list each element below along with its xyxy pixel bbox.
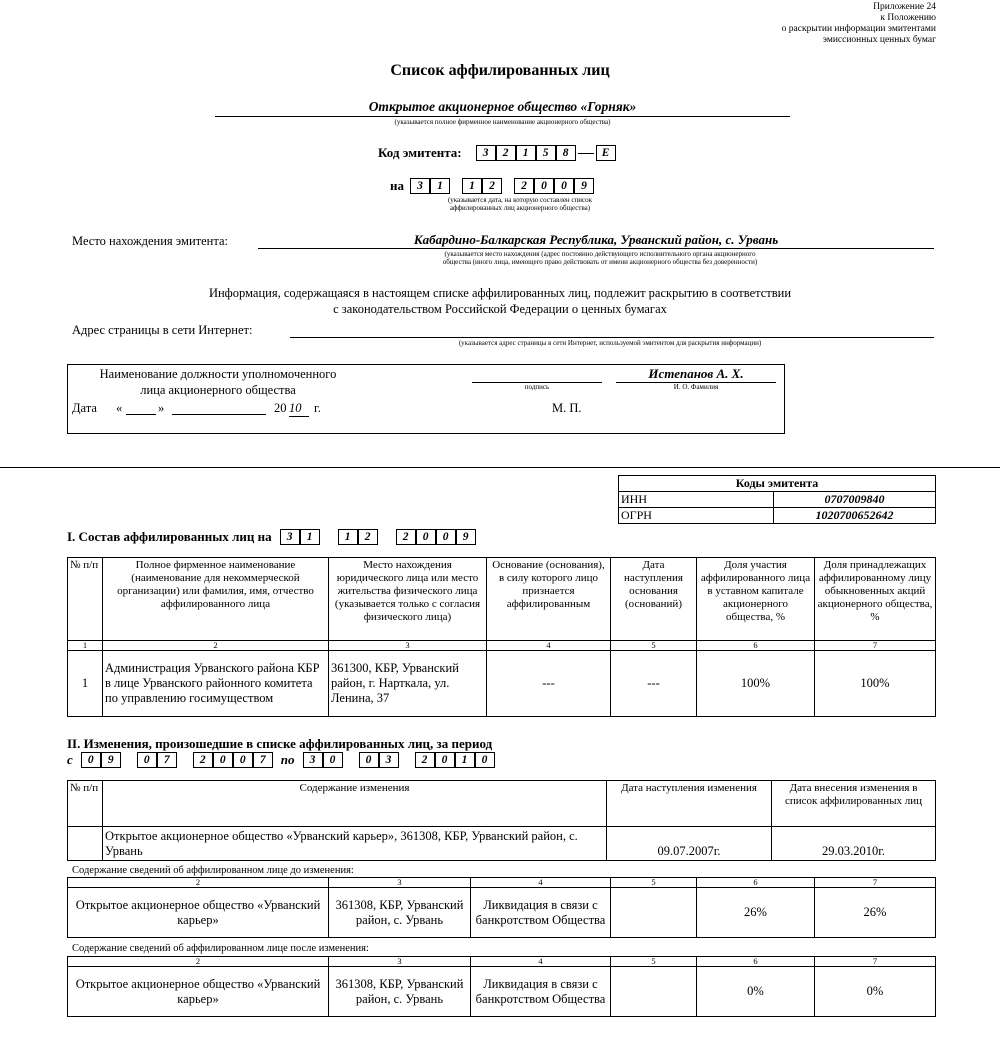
after-table	[67, 956, 936, 1017]
date-hint	[400, 196, 640, 212]
signer-name: Истепанов А. Х.	[616, 366, 776, 383]
code-box: 1	[516, 145, 536, 161]
disclosure-line: с законодательством Российской Федерации о ценных бумагах	[333, 302, 667, 316]
list-date	[390, 178, 594, 194]
date-box: 2	[415, 752, 435, 768]
date-month-field	[172, 401, 266, 415]
col-number: 4	[487, 641, 611, 651]
col-header: Основание (основания), в силу которого лицо признается аффилированным	[487, 558, 611, 641]
col-number: 4	[471, 957, 611, 967]
col-number: 7	[815, 641, 936, 651]
col-header: Доля принадлежащих аффилированному лицу обыкновенных акций акционерного общества, %	[815, 558, 936, 641]
col-number: 5	[611, 957, 697, 967]
changes-table	[67, 780, 936, 861]
cell-share-stock: 26%	[815, 888, 936, 938]
code-value: 0707009840	[774, 492, 936, 508]
date-year-prefix: 20	[274, 401, 287, 415]
col-number: 2	[68, 957, 329, 967]
web-hint: (указывается адрес страницы в сети Интернет, используемой эмитентом для раскрытия информации)	[458, 339, 762, 347]
cell-share-stock: 0%	[815, 967, 936, 1017]
col-header: № п/п	[68, 558, 103, 641]
date-quote-close: »	[158, 401, 165, 415]
cell-basis: Ликвидация в связи с банкротством Общества	[471, 967, 611, 1017]
code-box: 5	[536, 145, 556, 161]
code-dash	[578, 153, 594, 154]
col-header: Место нахождения юридического лица или место жительства физического лица (указывается только с согласия физического лица)	[329, 558, 487, 641]
cell-date	[611, 967, 697, 1017]
date-box: 0	[81, 752, 101, 768]
code-label: ИНН	[619, 492, 774, 508]
cell-share-capital: 26%	[697, 888, 815, 938]
date-quote-open: «	[116, 401, 123, 415]
date-hint-line: (указывается дата, на которую составлен список	[447, 196, 593, 204]
location-hint-line: общества (иного лица, имеющего право действовать от имени акционерного общества без доверенности)	[442, 258, 758, 266]
date-box: 9	[456, 529, 476, 545]
date-day-field	[126, 401, 156, 415]
date-box: 0	[554, 178, 574, 194]
col-number: 2	[68, 878, 329, 888]
appendix-line: о раскрытии информации эмитентами	[781, 24, 936, 34]
cell-change-content: Открытое акционерное общество «Урванский карьер», 361308, КБР, Урванский район, с. Урвань	[103, 827, 607, 861]
cell-address: 361308, КБР, Урванский район, с. Урвань	[329, 888, 471, 938]
col-header: Дата наступления изменения	[607, 781, 772, 827]
date-box: 0	[416, 529, 436, 545]
date-box: 3	[379, 752, 399, 768]
date-box: 1	[338, 529, 358, 545]
date-prefix: на	[390, 178, 404, 193]
period-to-label: по	[280, 752, 295, 767]
codes-header: Коды эмитента	[619, 476, 936, 492]
date-box: 1	[455, 752, 475, 768]
date-box: 9	[101, 752, 121, 768]
position-line: Наименование должности уполномоченного	[99, 367, 337, 381]
col-header: № п/п	[68, 781, 103, 827]
date-box: 1	[430, 178, 450, 194]
date-year-suffix: 10	[289, 401, 309, 417]
cell-share-capital: 0%	[697, 967, 815, 1017]
date-box: 0	[137, 752, 157, 768]
table-row	[68, 827, 936, 861]
table-row	[68, 888, 936, 938]
date-box: 0	[475, 752, 495, 768]
location-label: Место нахождения эмитента:	[72, 234, 228, 248]
date-box: 2	[396, 529, 416, 545]
date-box: 3	[280, 529, 300, 545]
date-box: 3	[410, 178, 430, 194]
cell-share-stock: 100%	[815, 651, 936, 717]
signature-hint: подпись	[524, 383, 550, 391]
date-box: 0	[213, 752, 233, 768]
date-box: 7	[253, 752, 273, 768]
cell-name: Открытое акционерное общество «Урванский карьер»	[68, 888, 329, 938]
date-year-unit: г.	[314, 401, 321, 415]
cell-basis: ---	[487, 651, 611, 717]
before-label: Содержание сведений об аффилированном лице до изменения:	[72, 865, 354, 876]
date-box: 2	[193, 752, 213, 768]
date-box: 0	[534, 178, 554, 194]
code-box: 3	[476, 145, 496, 161]
cell-change-date: 09.07.2007г.	[607, 827, 772, 861]
col-number: 6	[697, 878, 815, 888]
section1-title: I. Состав аффилированных лиц на	[67, 529, 272, 544]
disclosure-line: Информация, содержащаяся в настоящем списке аффилированных лиц, подлежит раскрытию в соответствии	[208, 286, 792, 300]
col-number: 6	[697, 641, 815, 651]
name-hint: И. О. Фамилия	[673, 383, 719, 391]
col-header: Дата наступления основания (оснований)	[611, 558, 697, 641]
section1-heading	[67, 529, 476, 545]
affiliates-table	[67, 557, 936, 717]
col-number: 3	[329, 878, 471, 888]
col-number: 5	[611, 878, 697, 888]
date-box: 0	[233, 752, 253, 768]
col-number: 3	[329, 957, 471, 967]
date-box: 3	[303, 752, 323, 768]
company-name: Открытое акционерное общество «Горняк»	[215, 99, 790, 117]
cell-entry-date: 29.03.2010г.	[772, 827, 936, 861]
date-box: 2	[358, 529, 378, 545]
page-divider	[0, 467, 1000, 468]
code-label: ОГРН	[619, 508, 774, 524]
code-value: 1020700652642	[774, 508, 936, 524]
col-number: 5	[611, 641, 697, 651]
location-value: Кабардино-Балкарская Республика, Урванский район, с. Урвань	[258, 232, 934, 249]
appendix-line: Приложение 24	[873, 2, 936, 12]
web-label: Адрес страницы в сети Интернет:	[72, 323, 253, 337]
date-box: 9	[574, 178, 594, 194]
table-row	[68, 651, 936, 717]
code-box: 8	[556, 145, 576, 161]
date-box: 0	[359, 752, 379, 768]
section2-period	[67, 752, 495, 768]
cell-name: Открытое акционерное общество «Урванский карьер»	[68, 967, 329, 1017]
cell-address: 361308, КБР, Урванский район, с. Урвань	[329, 967, 471, 1017]
cell-number: 1	[68, 651, 103, 717]
web-address-field	[290, 323, 934, 338]
date-box: 0	[436, 529, 456, 545]
location-hint	[400, 250, 800, 266]
date-box: 7	[157, 752, 177, 768]
cell-basis: Ликвидация в связи с банкротством Общества	[471, 888, 611, 938]
code-box: 2	[496, 145, 516, 161]
col-number: 2	[103, 641, 329, 651]
col-number: 4	[471, 878, 611, 888]
col-number: 7	[815, 957, 936, 967]
seal-mark: М. П.	[552, 401, 582, 415]
date-box: 1	[300, 529, 320, 545]
cell-date	[611, 888, 697, 938]
document-title: Список аффилированных лиц	[390, 62, 610, 79]
col-header: Полное фирменное наименование (наименование для некоммерческой организации) или фамилия, имя, отчество аффилированного лица	[103, 558, 329, 641]
cell-name: Администрация Урванского района КБР в лице Урванского районного комитета по управлению госимуществом	[103, 651, 329, 717]
col-number: 1	[68, 641, 103, 651]
col-header: Содержание изменения	[103, 781, 607, 827]
table-row	[68, 967, 936, 1017]
col-number: 6	[697, 957, 815, 967]
before-table	[67, 877, 936, 938]
cell-number	[68, 827, 103, 861]
signature-box	[67, 364, 785, 434]
cell-share-capital: 100%	[697, 651, 815, 717]
col-number: 3	[329, 641, 487, 651]
after-label: Содержание сведений об аффилированном лице после изменения:	[72, 943, 369, 954]
col-header: Доля участия аффилированного лица в уставном капитале акционерного общества, %	[697, 558, 815, 641]
section2-title: II. Изменения, произошедшие в списке аффилированных лиц, за период	[67, 736, 493, 751]
date-box: 0	[323, 752, 343, 768]
date-label: Дата	[72, 401, 97, 415]
appendix-note	[782, 2, 936, 46]
cell-address: 361300, КБР, Урванский район, г. Нарткала, ул. Ленина, 37	[329, 651, 487, 717]
cell-date: ---	[611, 651, 697, 717]
code-box: E	[596, 145, 616, 161]
date-box: 1	[462, 178, 482, 194]
company-hint: (указывается полное фирменное наименование акционерного общества)	[394, 118, 611, 126]
col-number: 7	[815, 878, 936, 888]
col-header: Дата внесения изменения в список аффилированных лиц	[772, 781, 936, 827]
date-box: 0	[435, 752, 455, 768]
signature-line	[472, 369, 602, 383]
issuer-code-label: Код эмитента:	[378, 145, 462, 160]
period-from-label: с	[67, 752, 73, 767]
appendix-line: к Положению	[880, 13, 936, 23]
date-hint-line: аффилированных лиц акционерного общества)	[449, 204, 591, 212]
issuer-codes-table	[618, 475, 936, 524]
appendix-line: эмиссионных ценных бумаг	[822, 35, 936, 45]
position-line: лица акционерного общества	[140, 383, 296, 397]
issuer-code	[378, 145, 616, 161]
date-box: 2	[482, 178, 502, 194]
location-hint-line: (указывается место нахождения (адрес постоянно действующего исполнительного органа акционерного	[444, 250, 756, 258]
date-box: 2	[514, 178, 534, 194]
